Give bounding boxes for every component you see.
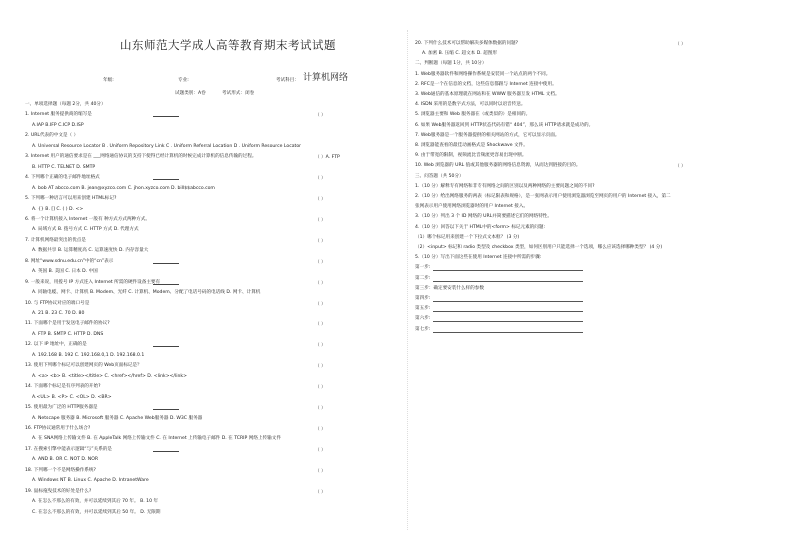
answer-options: A. 同轴电缆、网卡、计算机 B. Modem、光纤 C. 计算机、Modem、分配了电话号码的电话线 D. 网卡、计算机 xyxy=(32,290,261,296)
question-text: 20. 下列什么技术可以帮助解决多媒体数据的问题? xyxy=(415,41,519,46)
question-text: 1.（10 分）解释专有网络和非专有网络之间的区别以及两种网络的主要问题之间的不同? xyxy=(415,183,595,189)
question-text: 2. URL代表的中文是（ ） xyxy=(25,133,79,139)
step-label: 第四步: xyxy=(415,296,431,301)
question-text: （1）哪个标记用来创建一个下拉式文本框？ (3 分) xyxy=(415,234,520,240)
question-text: 1. Internet 服务提供商的缩写是 xyxy=(25,112,92,118)
answer-parentheses: （ ） xyxy=(315,489,326,495)
question-text: 4.（10 分）回答以下关于 HTML中的<form> 标记元素的问题: xyxy=(415,224,546,230)
question-text: 11. 下面哪个是用于发送电子邮件的协议? xyxy=(25,321,110,327)
answer-parentheses: （ ） xyxy=(315,343,326,349)
answer-blank xyxy=(153,279,179,285)
answer-options: A. 加密 B. 压缩 C. 超文本 D. 超图形 xyxy=(422,51,497,57)
answer-blank xyxy=(153,341,179,347)
answer-parentheses: （ ） xyxy=(315,447,326,453)
question-text: 5. 下列哪一种语言可以用来创建 HTML标记? xyxy=(25,196,117,202)
answer-blank xyxy=(153,404,179,410)
answer-parentheses: （ ） xyxy=(315,406,326,412)
step-label: 第七步: xyxy=(415,326,431,332)
question-text: 3. Internet 用户的通信要求是在 ___网络通信协议的支持下使得已经计算机的时候完成计算机的信息传输的过程。 xyxy=(25,154,257,160)
answer-options: C. 在怎么不那么的有效，并可以延续到其后 50 年。 D. 无限期 xyxy=(32,509,161,515)
question-text: 第三步：确定要安装什么样的参数 xyxy=(415,285,484,291)
answer-options: A. Windows NT B. Linux C. Apache D. IntranetWare xyxy=(32,478,149,484)
question-text: 7. Web服务器是一个服务器提供的相关网站的方式，它可以显示页面。 xyxy=(415,132,560,138)
section-heading: 二、判断题（每题 1分，共 10分） xyxy=(415,61,487,67)
answer-parentheses: （ ） xyxy=(315,238,326,244)
question-text: 10. Web 浏览器的 URL 值或其他服务器的网络信息资源，从而达到链接的目的。 xyxy=(415,163,581,169)
step-label: 第五步: xyxy=(415,306,431,312)
question-text: 4. 下列哪个正确的电子邮件地址格式 xyxy=(25,175,100,181)
answer-parentheses: （ ） xyxy=(315,322,326,328)
question-text: 18. 下列哪一个不是网络操作系统? xyxy=(25,467,96,473)
question-text: 15. 使用最为广泛的 HTTP服务器是 xyxy=(25,405,98,411)
answer-parentheses: （ ） xyxy=(315,468,326,474)
section-heading: 一、单项选择题（每题 2分，共 40分） xyxy=(25,102,106,107)
question-text: 1. Web服务器软件和网络操作系统是安装同一个站点的两个不同。 xyxy=(415,71,551,77)
step-answer-line xyxy=(433,311,583,312)
answer-options: A. Netscape 服务器 B. Microsoft 服务器 C. Apache Web服务器 D. W3C 服务器 xyxy=(32,415,203,421)
paper-type: 试题类别：A卷 xyxy=(175,91,206,96)
question-text: 8. 网址“www.sdnu.edu.cn”中的“cn”表示 xyxy=(25,258,114,264)
answer-parentheses: （ ） xyxy=(675,42,686,47)
answer-options: A. 21 B. 23 C. 70 D. 80 xyxy=(32,311,85,316)
answer-parentheses: （ ） xyxy=(315,385,326,391)
answer-parentheses: （ ） xyxy=(315,217,326,223)
question-text: 19. 鼠标拖曳技术的好处是什么? xyxy=(25,488,92,494)
question-text: 6. 将一个计算机接入 Internet 一般有 种方式方式两种方式。 xyxy=(25,216,150,222)
column-divider xyxy=(407,30,408,530)
answer-parentheses: （ ） xyxy=(315,259,326,265)
question-text: 2. RFC是一个在信息的文档，这些信息都跟与 Internet 连接中使用。 xyxy=(415,81,557,87)
answer-options: B. HTTP C. TELNET D. SMTP xyxy=(32,164,96,170)
step-answer-line xyxy=(433,321,583,322)
answer-parentheses: （ ）A. FTP xyxy=(315,155,340,161)
question-text: 8. 浏览器能查看的最佳动画格式是 Shockwave 文件。 xyxy=(415,143,528,148)
answer-parentheses: （ ） xyxy=(315,426,326,432)
question-text: 13. 使用下列哪个标记可以创建网页的 Web页面标记是？ xyxy=(25,363,142,369)
answer-parentheses: （ ） xyxy=(315,197,326,203)
exam-title: 山东师范大学成人高等教育期末考试试题 xyxy=(120,38,336,52)
answer-blank xyxy=(153,174,179,180)
major-label: 专业: xyxy=(178,78,189,83)
question-text: 9. 一般来说，用拨号 IP 方式连入 Internet 所需的硬件设备主要有 xyxy=(25,279,161,285)
answer-options: A. 英国 B. 美国 C. 日本 D. 中国 xyxy=(32,269,98,275)
question-text: 3.（10 分）列出 3 个 ID 网络的 URL并简要描述它们的网络特性。 xyxy=(415,214,552,220)
answer-parentheses: （ ） xyxy=(315,364,326,370)
answer-blank xyxy=(153,446,179,452)
answer-blank xyxy=(153,258,179,264)
answer-options: A.IAP B.IFP C.ICP D.ISP xyxy=(32,122,84,128)
step-label: 第一步: xyxy=(415,265,431,271)
year-label: 年级: xyxy=(103,78,114,83)
question-text: 3. Web通信的基本原理就在网站和在 WWW 服务器互发 HTML 文档。 xyxy=(415,92,560,97)
question-text: 5. 浏览器主要和 Web 服务器在（或类似的）是相同的。 xyxy=(415,112,531,118)
answer-options: A. 在怎么不那么的有效，并可以延续到其后 70 年。 B. 10 年 xyxy=(32,499,159,505)
question-text: 7. 计算机网络最突出的优点是 xyxy=(25,237,86,243)
subject-name: 计算机网络 xyxy=(303,73,349,83)
answer-options: A. 192.168 B. 192 C. 192.168.0,1 D. 192.168.0.1 xyxy=(32,352,145,358)
step-answer-line xyxy=(433,281,583,282)
answer-options: A.<UL> B. <P> C. <OL> D. <BR> xyxy=(32,394,112,400)
answer-options: A. 数据共享 B. 运算精度高 C. 运算速度快 D. 内存容量大 xyxy=(32,248,149,254)
question-text: 10. 与 FTP协议对应的端口号是 xyxy=(25,300,90,306)
answer-options: A. 局域方式 B. 拨号方式 C. HTTP 方式 D. 代理方式 xyxy=(32,227,139,233)
step-label: 第六步: xyxy=(415,316,431,322)
answer-parentheses: （ ） xyxy=(315,301,326,307)
answer-blank xyxy=(153,111,179,117)
question-text: 17. 在搜索引擎中能表示逻辑“与”关系的是 xyxy=(25,446,113,452)
question-text: 16. FTP协议通常用于什么场合? xyxy=(25,425,91,431)
step-answer-line xyxy=(433,301,583,302)
answer-options: A. AND B. OR C. NOT D. NOR xyxy=(32,457,99,463)
answer-parentheses: （ ） xyxy=(675,164,686,170)
answer-parentheses: （ ） xyxy=(315,176,326,182)
answer-options: A. {} B. [] C. ( ) D. <> xyxy=(32,206,84,212)
answer-options: A. Universal Resource Locator B . Uniform Repository Link C . Uniform Referral Location D . Uniform Resource Locator xyxy=(32,143,302,149)
answer-options: A. FTP B. SMTP C. HTTP D. DNS xyxy=(32,331,104,337)
question-text: 2.（10 分）给出网络服务的两表（标记限表和规格），是一张网表示用户使用浏览器浏览至网页的用户的 Internet 接入，第二 xyxy=(415,194,671,199)
subject-label: 考试科目： xyxy=(276,78,299,83)
answer-parentheses: （ ） xyxy=(315,280,326,286)
exam-format: 考试形式：闭卷 xyxy=(222,91,255,96)
question-text: 12. 以下 IP 地址中，正确的是 xyxy=(25,342,87,348)
answer-options: A. bob AT abcco.com B. jean@xyzco.com C. jhon.xyzco.com D. bill$$abcco.com xyxy=(32,185,215,191)
step-answer-line xyxy=(433,332,583,333)
question-text: 4. ISDN 采用的是数字式方法，可以同时以语音传送。 xyxy=(415,102,526,108)
answer-options: A. 在 SNA网络上传输文件 B. 在 AppleTalk 网络上传输文件 C. 在 Internet 上传输电子邮件 D. 在 TCRIP 网络上传输文件 xyxy=(32,436,281,442)
question-text: 9. 由于带宽的限制，视频流比音频流更容易出现中断。 xyxy=(415,153,527,159)
section-heading: 三、问答题（共 50分） xyxy=(415,173,464,179)
question-text: 14. 下面哪个标记是有序列表的开始? xyxy=(25,384,101,390)
step-label: 第二步: xyxy=(415,275,431,281)
answer-options: A. <a> <b> B. <title></title> C. <href></href> D. <link></link> xyxy=(32,373,187,379)
question-text: 5.（10 分）写出下面这些在使用 Internet 连接中所需的步骤: xyxy=(415,255,542,261)
question-text: （2）<input> 标记和 radio 类型及 checkbox 类型，如何区别用户只能选择一个选项，哪么应该选择哪种类型？ (4 分) xyxy=(415,245,663,250)
question-text: 6. 如果 Web服务器返回到 HTTP状态代码有错“ 404”，那么该 HTTP请求就是成功的。 xyxy=(415,122,594,128)
step-answer-line xyxy=(433,270,583,271)
answer-parentheses: （ ） xyxy=(315,113,326,119)
question-text: 张网表示用户使用网络浏览器时的用户 Internet 接入。 xyxy=(415,204,529,210)
